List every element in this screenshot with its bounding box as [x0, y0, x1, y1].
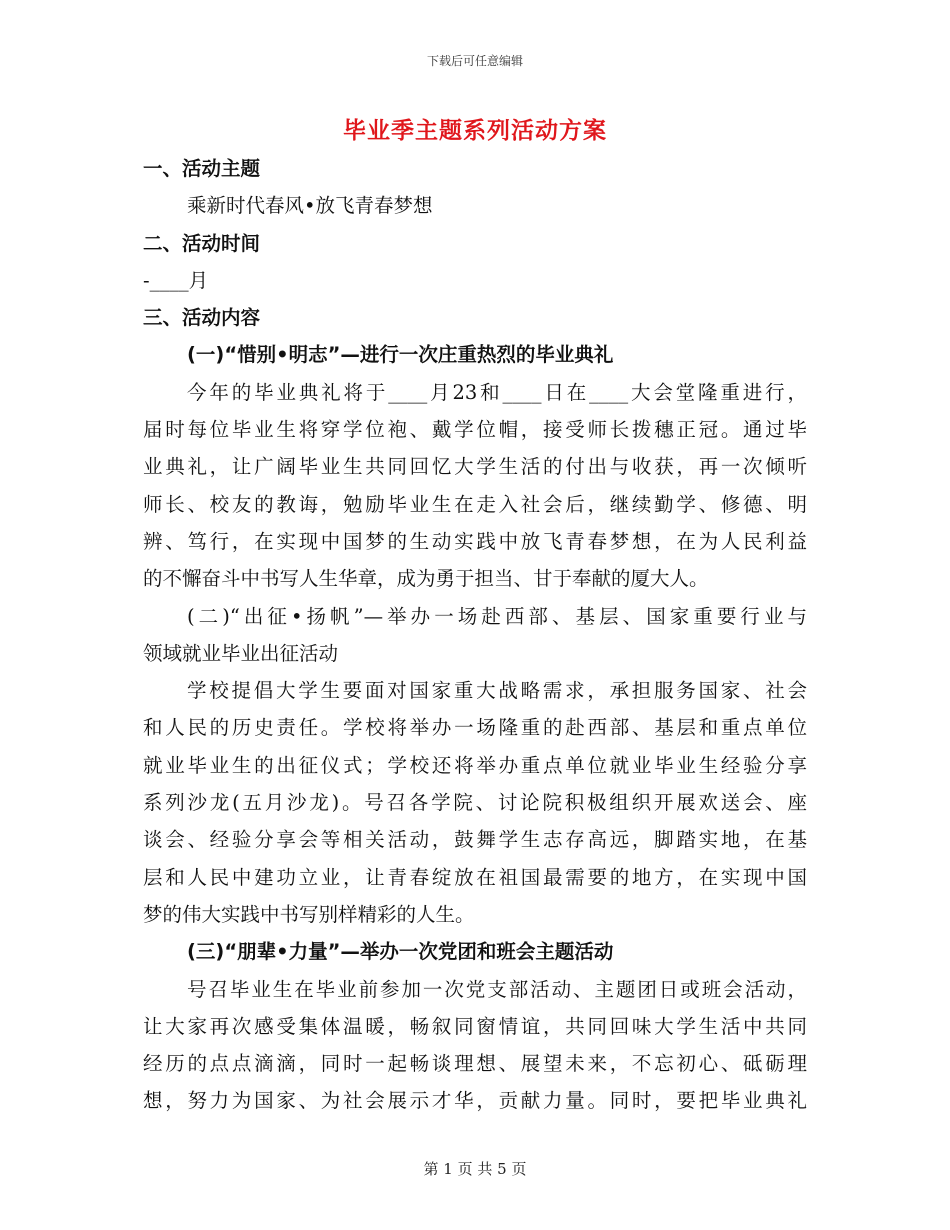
paragraph-line: 经历的点点滴滴，同时一起畅谈理想、展望未来，不忘初心、砥砺理: [143, 1052, 807, 1076]
paragraph-line: 系列沙龙(五月沙龙)。号召各学院、讨论院积极组织开展欢送会、座: [143, 791, 807, 815]
document-title: 毕业季主题系列活动方案: [343, 118, 607, 144]
paragraph-line: 师长、校友的教诲，勉励毕业生在走入社会后，继续勤学、修德、明: [143, 492, 807, 516]
paragraph-line: 的不懈奋斗中书写人生华章，成为勇于担当、甘于奉献的厦大人。: [143, 567, 709, 591]
paragraph-line: 今年的毕业典礼将于____月23和____日在____大会堂隆重进行，: [187, 380, 807, 404]
paragraph-line: 层和人民中建功立业，让青春绽放在祖国最需要的地方，在实现中国: [143, 865, 807, 889]
subsection-heading-expedition: (二)“出征•扬帆”—举办一场赴西部、基层、国家重要行业与: [187, 604, 807, 628]
paragraph-line: 学校提倡大学生要面对国家重大战略需求，承担服务国家、社会: [187, 679, 807, 703]
subsection-heading-peers: (三)“朋辈•力量”—举办一次党团和班会主题活动: [187, 940, 614, 964]
paragraph-line: 届时每位毕业生将穿学位袍、戴学位帽，接受师长拨穗正冠。通过毕: [143, 418, 807, 442]
paragraph-line: 辨、笃行，在实现中国梦的生动实践中放飞青春梦想，在为人民利益: [143, 529, 807, 553]
page-number-footer: 第 1 页 共 5 页: [423, 1160, 527, 1178]
paragraph-line: 业典礼，让广阔毕业生共同回忆大学生活的付出与收获，再一次倾听: [143, 455, 807, 479]
paragraph-line: 让大家再次感受集体温暖，畅叙同窗情谊，共同回味大学生活中共同: [143, 1014, 807, 1038]
section-heading-theme: 一、活动主题: [143, 157, 261, 180]
paragraph-line: 想，努力为国家、为社会展示才华，贡献力量。同时，要把毕业典礼: [143, 1089, 807, 1113]
paragraph-line: 梦的伟大实践中书写别样精彩的人生。: [143, 902, 475, 926]
section-text-theme: 乘新时代春风•放飞青春梦想: [187, 194, 433, 218]
paragraph-line: 号召毕业生在毕业前参加一次党支部活动、主题团日或班会活动，: [187, 977, 807, 1001]
section-heading-time: 二、活动时间: [143, 231, 261, 255]
section-heading-content: 三、活动内容: [143, 306, 261, 330]
page-header-note: 下载后可任意编辑: [426, 54, 523, 68]
section-text-time: -____月: [143, 268, 209, 292]
subsection-heading-expedition: 领域就业毕业出征活动: [143, 641, 339, 665]
paragraph-line: 谈会、经验分享会等相关活动，鼓舞学生志存高远，脚踏实地，在基: [143, 828, 807, 852]
paragraph-line: 和人民的历史责任。学校将举办一场隆重的赴西部、基层和重点单位: [143, 716, 807, 740]
subsection-heading-ceremony: (一)“惜别•明志”—进行一次庄重热烈的毕业典礼: [187, 343, 614, 367]
paragraph-line: 就业毕业生的出征仪式；学校还将举办重点单位就业毕业生经验分享: [143, 753, 807, 777]
document-body: [143, 150, 807, 1120]
